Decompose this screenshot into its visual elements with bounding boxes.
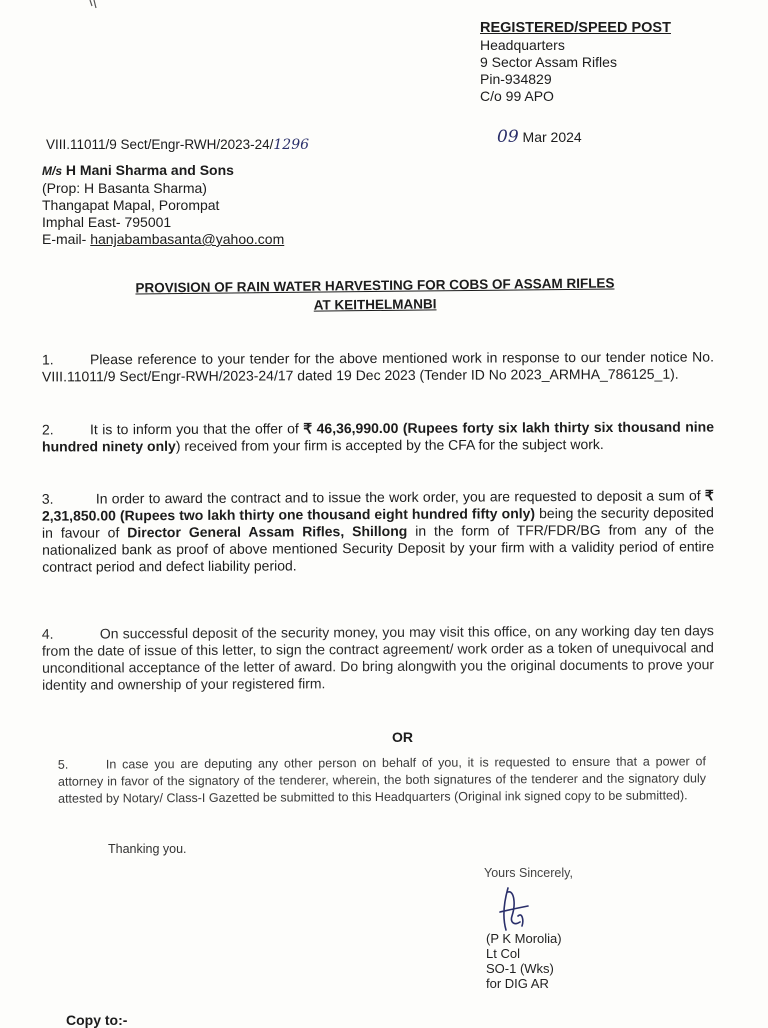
paragraph-text: In order to award the contract and to issue the work order, you are requested to deposit a sum of (95, 487, 705, 507)
paragraph-text: In case you are deputing any other person on behalf of you, it is requested to ensure that a power of attorney in favor of the signatory of the tenderer, wherein, the both signatures of the tenderer and the signatory duly attested by Notary/ Class-I Gazetted be submitted to this Headquarters (Original ink signed copy to be submitted). (57, 754, 707, 806)
subject-line-2: AT KEITHELMANBI (313, 296, 437, 313)
paragraph-5 (58, 753, 706, 807)
or-separator: OR (392, 729, 413, 745)
date-printed: Mar 2024 (522, 129, 582, 145)
subject-line-1: PROVISION OF RAIN WATER HARVESTING FOR COBS OF ASSAM RIFLES (135, 275, 615, 296)
paragraph-3 (42, 487, 714, 576)
yours-sincerely: Yours Sincerely, (484, 866, 573, 880)
paragraph-number: 5. (57, 757, 69, 772)
paragraph-text: ) received from your firm is accepted by the CFA for the subject work. (175, 436, 604, 454)
recipient-name: H Mani Sharma and Sons (65, 162, 234, 178)
offer-amount: ₹ 46,36,990.00 (Rupees forty six lakh thirty six thousand nine hundred ninety only (42, 418, 715, 455)
paragraph-text: being the security deposited in favour of (41, 504, 714, 541)
recipient-name-line (42, 162, 284, 180)
letter-date (497, 127, 582, 147)
paragraph-4 (42, 622, 714, 694)
address-line: Pin-934829 (480, 71, 552, 87)
signer-for: for DIG AR (486, 976, 549, 991)
address-line: 9 Sector Assam Rifles (480, 54, 617, 70)
date-handwritten: 09 (497, 127, 519, 147)
copy-to-heading: Copy to:- (66, 1012, 128, 1028)
paragraph-text: It is to inform you that the offer of (89, 420, 304, 438)
paragraph-text: Please reference to your tender for the above mentioned work in response to our tender notice No. VIII.11011/9 Sect/Engr-RWH/2023-24/17 dated 19 Dec 2023 (Tender ID No 2023_ARMHA_786125_1). (42, 348, 714, 385)
paragraph-text: in the form of TFR/FDR/BG from any of the nationalized bank as proof of above mentioned Security Deposit by your firm with a validity period of entire contract period and defect liability period. (42, 521, 715, 575)
security-amount: ₹ 2,31,850.00 (Rupees two lakh thirty one thousand eight hundred fifty only) (41, 487, 714, 524)
paragraph-text: On successful deposit of the security money, you may visit this office, on any working day ten days from the date of issue of this letter, to sign the contract agreement/ work order as a token of unequivocal and unconditional acceptance of the letter of award. Do bring alongwith you the original documents to prove your identity and ownership of your registered firm. (41, 622, 715, 693)
recipient-line: (Prop: H Basanta Sharma) (42, 180, 207, 196)
post-type-heading: REGISTERED/SPEED POST (480, 20, 671, 36)
email-label: E-mail- (42, 231, 91, 247)
paragraph-number: 2. (41, 421, 54, 438)
address-line: C/o 99 APO (480, 88, 554, 104)
paragraph-number: 3. (41, 490, 54, 507)
sender-address-block (480, 20, 671, 105)
signer-designation: SO-1 (Wks) (486, 961, 554, 976)
reference-printed: VIII.11011/9 Sect/Engr-RWH/2023-24/ (46, 137, 274, 152)
reference-handwritten: 1296 (273, 137, 310, 153)
email-link[interactable]: hanjabambasanta@yahoo.com (90, 231, 285, 247)
recipient-block (42, 162, 284, 248)
signer-block (486, 931, 562, 991)
paragraph-2 (42, 419, 714, 456)
signer-name: (P K Morolia) (486, 931, 562, 946)
reference-number (46, 137, 309, 153)
thanking-line: Thanking you. (108, 842, 187, 856)
paragraph-number: 4. (41, 625, 54, 642)
signer-rank: Lt Col (486, 946, 520, 961)
subject-heading (70, 273, 680, 317)
payee-name: Director General Assam Rifles, Shillong (127, 522, 408, 541)
recipient-email-line (42, 231, 284, 248)
paragraph-number: 1. (41, 351, 54, 368)
recipient-line: Imphal East- 795001 (42, 214, 172, 230)
recipient-line: Thangapat Mapal, Porompat (42, 197, 220, 213)
recipient-prefix: M/s (42, 164, 63, 178)
address-line: Headquarters (480, 37, 565, 53)
paragraph-1 (42, 349, 714, 386)
scan-mark-icon (88, 0, 100, 10)
